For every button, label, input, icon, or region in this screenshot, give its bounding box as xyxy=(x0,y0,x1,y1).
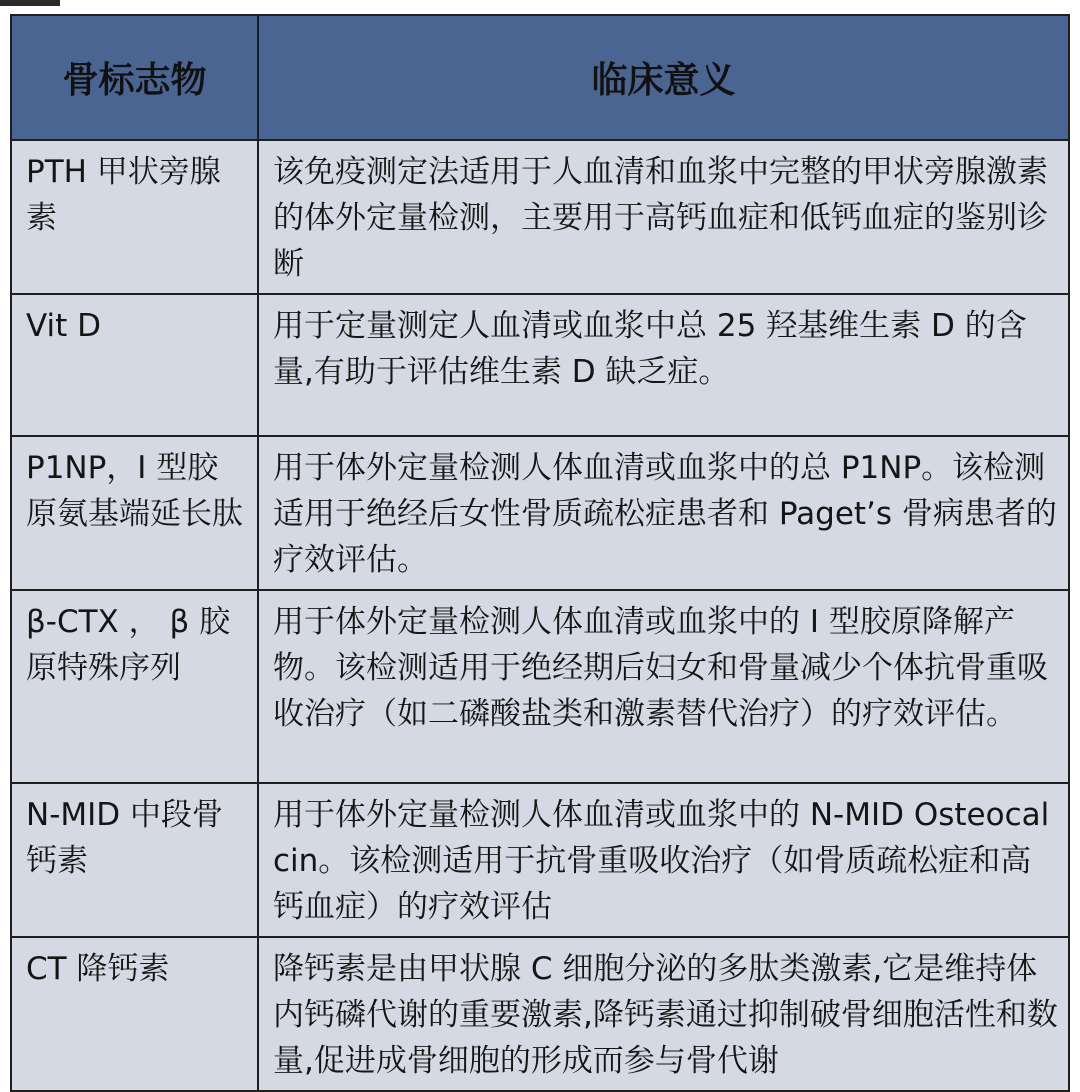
cropped-text-fragment xyxy=(0,0,60,6)
table-header xyxy=(11,15,1069,140)
table-row xyxy=(11,294,1069,436)
header-marker: 骨标志物 xyxy=(11,15,258,140)
table-body xyxy=(11,140,1069,1091)
marker-cell: N-MID 中段骨钙素 xyxy=(11,783,258,937)
header-significance: 临床意义 xyxy=(258,15,1069,140)
significance-cell: 该免疫测定法适用于人血清和血浆中完整的甲状旁腺激素的体外定量检测，主要用于高钙血症和低钙血症的鉴别诊断 xyxy=(258,140,1069,294)
table-row xyxy=(11,937,1069,1091)
marker-cell: PTH 甲状旁腺素 xyxy=(11,140,258,294)
significance-cell: 用于体外定量检测人体血清或血浆中的 I 型胶原降解产物。该检测适用于绝经期后妇女和骨量减少个体抗骨重吸收治疗（如二磷酸盐类和激素替代治疗）的疗效评估。 xyxy=(258,590,1069,783)
table-row xyxy=(11,590,1069,783)
marker-cell: β-CTX ， β 胶原特殊序列 xyxy=(11,590,258,783)
significance-cell: 用于体外定量检测人体血清或血浆中的总 P1NP。该检测适用于绝经后女性骨质疏松症患者和 Paget’s 骨病患者的疗效评估。 xyxy=(258,436,1069,590)
header-row xyxy=(11,15,1069,140)
marker-cell: P1NP，I 型胶原氨基端延长肽 xyxy=(11,436,258,590)
marker-cell: CT 降钙素 xyxy=(11,937,258,1091)
marker-cell: Vit D xyxy=(11,294,258,436)
table-row xyxy=(11,783,1069,937)
significance-cell: 降钙素是由甲状腺 C 细胞分泌的多肽类激素,它是维持体内钙磷代谢的重要激素,降钙素通过抑制破骨细胞活性和数量,促进成骨细胞的形成而参与骨代谢 xyxy=(258,937,1069,1091)
table-row xyxy=(11,140,1069,294)
cropped-top-edge xyxy=(0,0,1080,14)
table-row xyxy=(11,436,1069,590)
significance-cell: 用于定量测定人血清或血浆中总 25 羟基维生素 D 的含量,有助于评估维生素 D 缺乏症。 xyxy=(258,294,1069,436)
bone-marker-table xyxy=(10,14,1070,1092)
significance-cell: 用于体外定量检测人体血清或血浆中的 N-MID Osteocalcin。该检测适用于抗骨重吸收治疗（如骨质疏松症和高钙血症）的疗效评估 xyxy=(258,783,1069,937)
